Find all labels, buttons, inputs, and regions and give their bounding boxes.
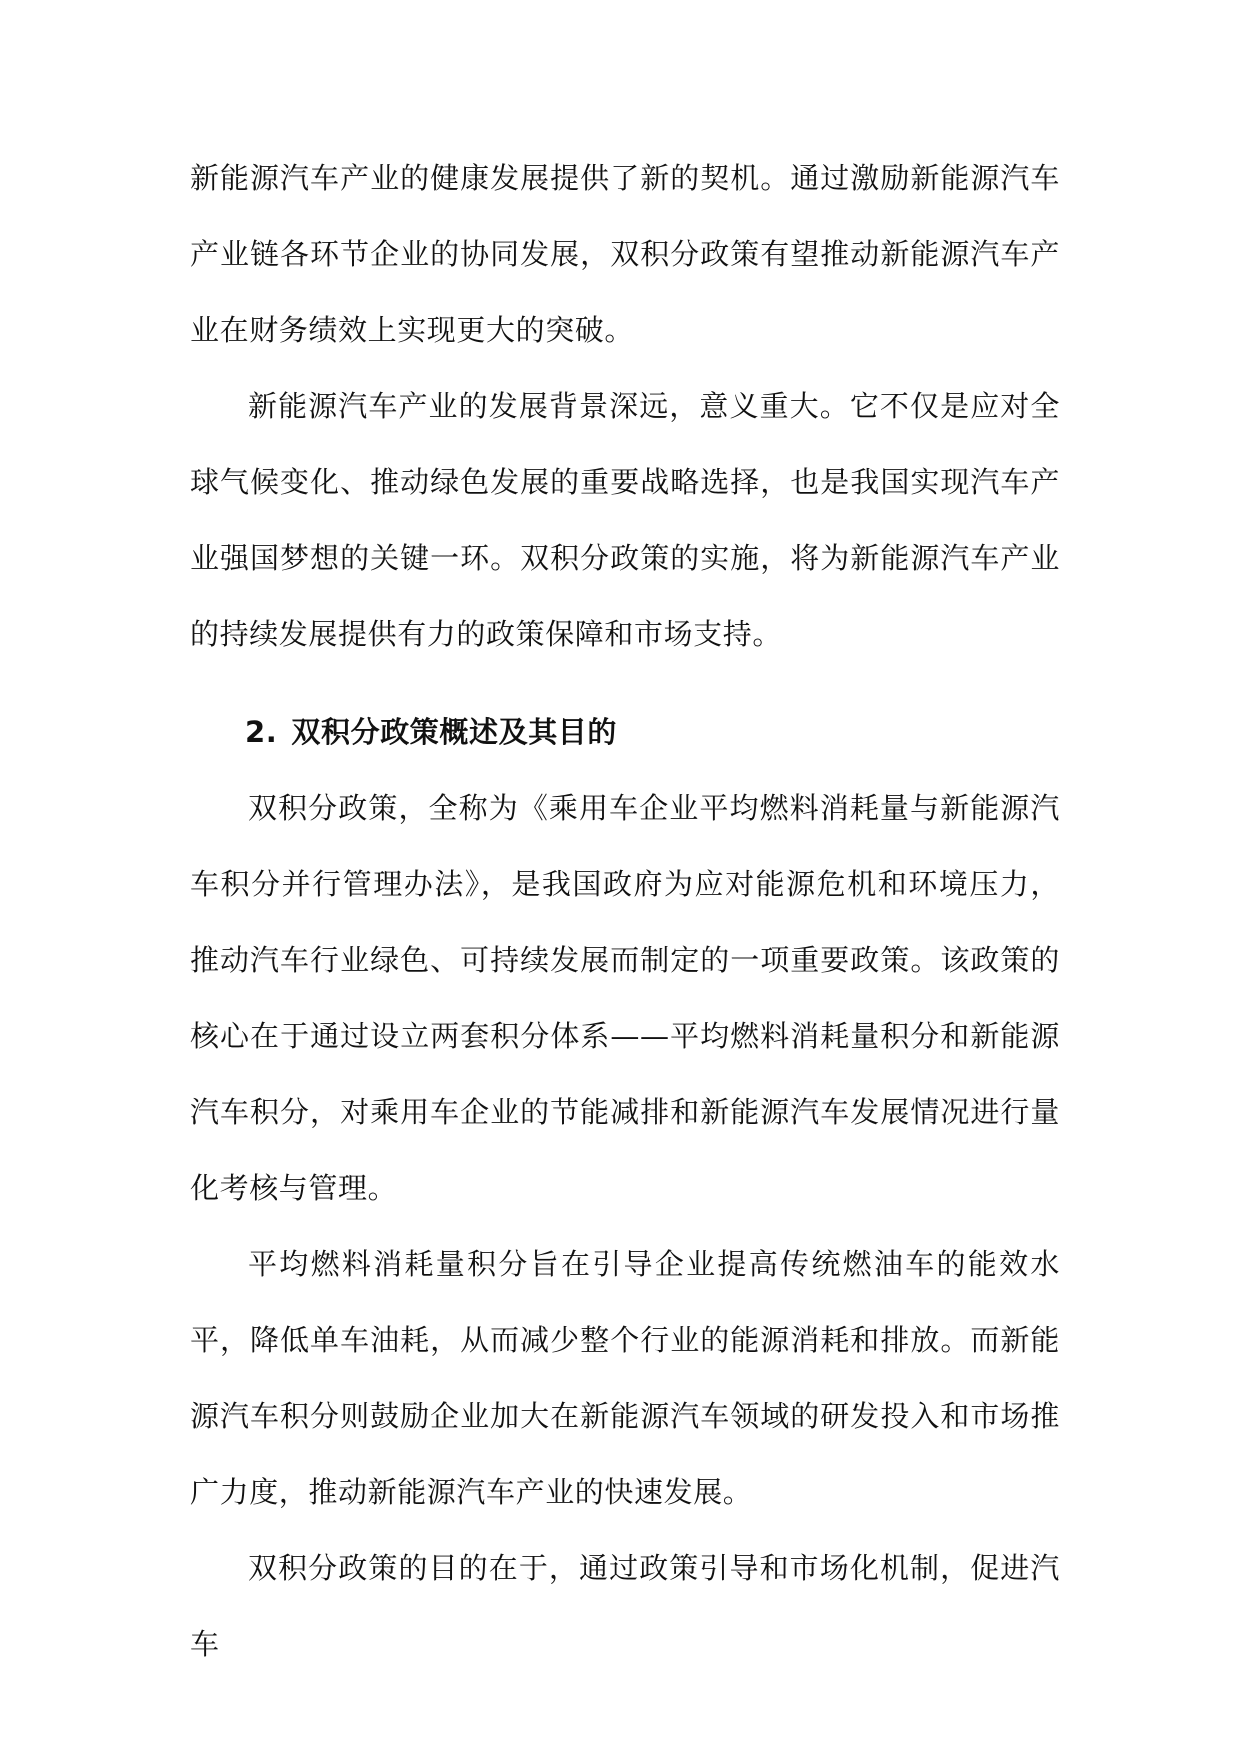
section-title: 双积分政策概述及其目的 xyxy=(291,715,618,749)
section-number: 2. xyxy=(245,715,278,749)
section-heading xyxy=(190,694,1060,770)
paragraph-continued: 新能源汽车产业的健康发展提供了新的契机。通过激励新能源汽车产业链各环节企业的协同发展，双积分政策有望推动新能源汽车产业在财务绩效上实现更大的突破。 xyxy=(190,161,1060,347)
paragraph-policy-purpose: 双积分政策的目的在于，通过政策引导和市场化机制，促进汽车 xyxy=(190,1551,1060,1661)
paragraph-policy-definition: 双积分政策，全称为《乘用车企业平均燃料消耗量与新能源汽车积分并行管理办法》，是我国政府为应对能源危机和环境压力，推动汽车行业绿色、可持续发展而制定的一项重要政策。该政策的核心在于通过设立两套积分体系——平均燃料消耗量积分和新能源汽车积分，对乘用车企业的节能减排和新能源汽车发展情况进行量化考核与管理。 xyxy=(190,791,1060,1205)
paragraph-fuel-credit: 平均燃料消耗量积分旨在引导企业提高传统燃油车的能效水平，降低单车油耗，从而减少整个行业的能源消耗和排放。而新能源汽车积分则鼓励企业加大在新能源汽车领域的研发投入和市场推广力度，推动新能源汽车产业的快速发展。 xyxy=(190,1247,1060,1509)
paragraph-background: 新能源汽车产业的发展背景深远，意义重大。它不仅是应对全球气候变化、推动绿色发展的重要战略选择，也是我国实现汽车产业强国梦想的关键一环。双积分政策的实施，将为新能源汽车产业的持续发展提供有力的政策保障和市场支持。 xyxy=(190,389,1060,651)
body-text xyxy=(190,140,1060,1682)
